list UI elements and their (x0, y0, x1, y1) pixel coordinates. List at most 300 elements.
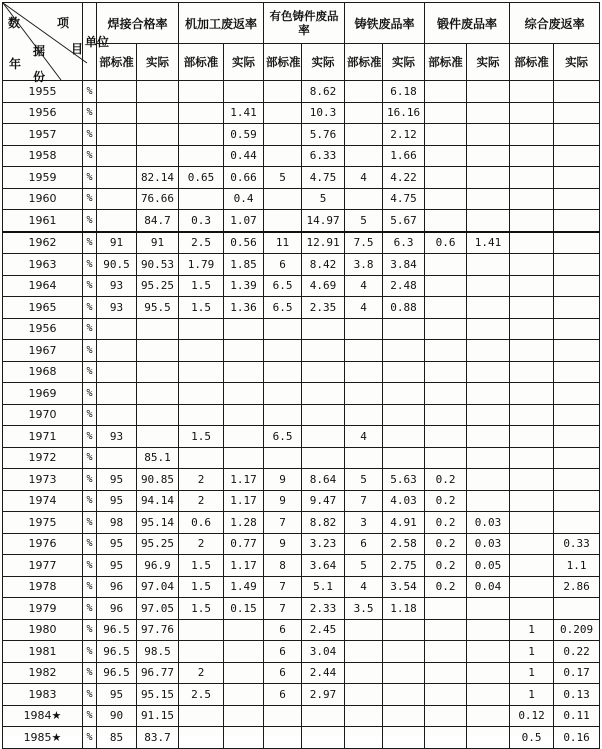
value-cell (425, 641, 467, 663)
unit-cell: % (83, 533, 97, 555)
value-cell: 0.13 (554, 684, 600, 706)
value-cell: 1.07 (224, 210, 264, 232)
sub-header-actual: 实际 (302, 44, 345, 81)
value-cell: 96.77 (137, 662, 179, 684)
value-cell (554, 254, 600, 276)
value-cell: 0.56 (224, 232, 264, 254)
year-cell: 1984★ (3, 705, 83, 727)
value-cell (302, 447, 345, 469)
value-cell: 1.49 (224, 576, 264, 598)
value-cell (425, 81, 467, 103)
value-cell: 0.17 (554, 662, 600, 684)
year-cell: 1981 (3, 641, 83, 663)
value-cell: 96.5 (97, 641, 137, 663)
unit-cell: % (83, 232, 97, 254)
value-cell (345, 684, 383, 706)
value-cell (467, 490, 510, 512)
value-cell (510, 102, 554, 124)
unit-cell: % (83, 555, 97, 577)
value-cell: 93 (97, 297, 137, 319)
value-cell: 0.2 (425, 469, 467, 491)
value-cell (554, 383, 600, 405)
value-cell (264, 102, 302, 124)
year-cell: 1968 (3, 361, 83, 383)
value-cell: 95 (97, 555, 137, 577)
sub-header-standard: 部标准 (510, 44, 554, 81)
value-cell (554, 145, 600, 167)
value-cell: 3.04 (302, 641, 345, 663)
table-row (3, 469, 600, 491)
value-cell: 4.22 (383, 167, 425, 189)
value-cell (510, 81, 554, 103)
table-row (3, 81, 600, 103)
value-cell (345, 318, 383, 340)
value-cell: 2 (179, 469, 224, 491)
value-cell: 4 (345, 576, 383, 598)
value-cell (137, 340, 179, 362)
value-cell: 6.5 (264, 275, 302, 297)
value-cell (510, 490, 554, 512)
value-cell (467, 167, 510, 189)
value-cell (383, 705, 425, 727)
value-cell: 83.7 (137, 727, 179, 749)
value-cell: 9 (264, 533, 302, 555)
value-cell: 0.6 (179, 512, 224, 534)
value-cell: 4.75 (383, 188, 425, 210)
value-cell: 2.5 (179, 684, 224, 706)
value-cell: 1.39 (224, 275, 264, 297)
value-cell (264, 340, 302, 362)
value-cell: 8.82 (302, 512, 345, 534)
group-header-overall: 综合废返率 (510, 3, 600, 44)
value-cell (97, 145, 137, 167)
value-cell (467, 318, 510, 340)
value-cell: 0.88 (383, 297, 425, 319)
value-cell (425, 340, 467, 362)
unit-cell: % (83, 727, 97, 749)
value-cell (467, 383, 510, 405)
unit-cell: % (83, 404, 97, 426)
value-cell (510, 426, 554, 448)
value-cell: 6.3 (383, 232, 425, 254)
value-cell (425, 124, 467, 146)
value-cell (425, 619, 467, 641)
value-cell: 7 (264, 598, 302, 620)
year-cell: 1979 (3, 598, 83, 620)
value-cell (224, 361, 264, 383)
value-cell (264, 145, 302, 167)
year-cell: 1969 (3, 383, 83, 405)
year-cell: 1976 (3, 533, 83, 555)
corner-label-2: 据 (33, 44, 46, 58)
value-cell (467, 81, 510, 103)
value-cell (554, 426, 600, 448)
value-cell (425, 383, 467, 405)
value-cell (179, 641, 224, 663)
value-cell: 0.4 (224, 188, 264, 210)
value-cell (345, 641, 383, 663)
value-cell (554, 124, 600, 146)
value-cell (383, 361, 425, 383)
value-cell (179, 705, 224, 727)
value-cell (554, 404, 600, 426)
unit-cell: % (83, 641, 97, 663)
value-cell (383, 619, 425, 641)
value-cell: 6.5 (264, 297, 302, 319)
value-cell: 3.84 (383, 254, 425, 276)
table-row (3, 297, 600, 319)
value-cell (264, 404, 302, 426)
value-cell: 2.5 (179, 232, 224, 254)
corner-label-1: 数 (8, 16, 21, 30)
value-cell: 4 (345, 297, 383, 319)
table-row (3, 619, 600, 641)
value-cell: 90 (97, 705, 137, 727)
table-body (3, 81, 600, 749)
value-cell (467, 297, 510, 319)
value-cell (467, 684, 510, 706)
value-cell: 5 (345, 469, 383, 491)
value-cell (467, 426, 510, 448)
unit-cell: % (83, 210, 97, 232)
value-cell: 2.97 (302, 684, 345, 706)
value-cell: 93 (97, 275, 137, 297)
value-cell (510, 383, 554, 405)
table-row (3, 727, 600, 749)
value-cell (224, 318, 264, 340)
sub-header-actual: 实际 (554, 44, 600, 81)
value-cell (264, 318, 302, 340)
value-cell: 2.35 (302, 297, 345, 319)
value-cell (345, 705, 383, 727)
value-cell (383, 684, 425, 706)
corner-label-6: 目 (71, 42, 84, 56)
value-cell (137, 361, 179, 383)
value-cell (467, 447, 510, 469)
value-cell: 2 (179, 533, 224, 555)
value-cell (554, 512, 600, 534)
value-cell: 7 (264, 512, 302, 534)
value-cell (425, 275, 467, 297)
unit-cell: % (83, 340, 97, 362)
value-cell (97, 447, 137, 469)
value-cell (137, 145, 179, 167)
table-header (3, 3, 600, 84)
value-cell: 4.91 (383, 512, 425, 534)
value-cell: 0.65 (179, 167, 224, 189)
value-cell: 10.3 (302, 102, 345, 124)
value-cell: 2.86 (554, 576, 600, 598)
value-cell (383, 383, 425, 405)
value-cell (554, 297, 600, 319)
value-cell (554, 598, 600, 620)
value-cell (302, 383, 345, 405)
unit-cell: % (83, 662, 97, 684)
unit-cell: % (83, 490, 97, 512)
value-cell (554, 490, 600, 512)
value-cell (264, 383, 302, 405)
value-cell: 98.5 (137, 641, 179, 663)
value-cell: 76.66 (137, 188, 179, 210)
value-cell (345, 447, 383, 469)
value-cell (425, 684, 467, 706)
value-cell: 3.8 (345, 254, 383, 276)
sub-header-standard: 部标准 (425, 44, 467, 81)
sub-header-standard: 部标准 (345, 44, 383, 81)
value-cell: 95 (97, 469, 137, 491)
value-cell (383, 641, 425, 663)
table-row (3, 533, 600, 555)
value-cell: 96 (97, 576, 137, 598)
value-cell: 91 (97, 232, 137, 254)
value-cell (425, 297, 467, 319)
value-cell: 95.25 (137, 275, 179, 297)
value-cell: 1 (510, 662, 554, 684)
value-cell (97, 210, 137, 232)
value-cell (425, 167, 467, 189)
value-cell (264, 210, 302, 232)
value-cell (345, 81, 383, 103)
year-cell: 1972 (3, 447, 83, 469)
value-cell: 5.76 (302, 124, 345, 146)
value-cell (179, 124, 224, 146)
value-cell (425, 598, 467, 620)
year-cell: 1955 (3, 81, 83, 103)
value-cell (467, 275, 510, 297)
table-row (3, 318, 600, 340)
value-cell (97, 340, 137, 362)
value-cell: 16.16 (383, 102, 425, 124)
value-cell (425, 662, 467, 684)
value-cell: 0.66 (224, 167, 264, 189)
value-cell: 5.1 (302, 576, 345, 598)
value-cell (510, 275, 554, 297)
value-cell: 4 (345, 167, 383, 189)
value-cell (264, 188, 302, 210)
value-cell: 0.16 (554, 727, 600, 749)
unit-cell: % (83, 297, 97, 319)
value-cell (467, 641, 510, 663)
table-row (3, 512, 600, 534)
value-cell: 0.44 (224, 145, 264, 167)
corner-label-5: 项 (57, 16, 70, 30)
unit-cell: % (83, 145, 97, 167)
table-row (3, 641, 600, 663)
value-cell (510, 555, 554, 577)
table-row (3, 383, 600, 405)
table-row (3, 684, 600, 706)
value-cell: 5 (264, 167, 302, 189)
year-cell: 1983 (3, 684, 83, 706)
value-cell (179, 727, 224, 749)
value-cell: 3.64 (302, 555, 345, 577)
group-header-cast-iron: 铸铁废品率 (345, 3, 425, 44)
value-cell (510, 232, 554, 254)
value-cell (467, 619, 510, 641)
value-cell (425, 705, 467, 727)
value-cell: 1.17 (224, 469, 264, 491)
value-cell: 1.17 (224, 555, 264, 577)
unit-cell: % (83, 576, 97, 598)
value-cell: 11 (264, 232, 302, 254)
value-cell: 0.05 (467, 555, 510, 577)
year-cell: 1962 (3, 232, 83, 254)
value-cell (510, 512, 554, 534)
value-cell: 90.5 (97, 254, 137, 276)
year-cell: 1957 (3, 124, 83, 146)
unit-cell: % (83, 469, 97, 491)
table-row (3, 598, 600, 620)
value-cell (137, 318, 179, 340)
table-row (3, 361, 600, 383)
value-cell: 8.42 (302, 254, 345, 276)
value-cell: 0.03 (467, 533, 510, 555)
value-cell (179, 340, 224, 362)
corner-label-3: 年 (9, 57, 22, 71)
value-cell (179, 81, 224, 103)
value-cell: 9.47 (302, 490, 345, 512)
unit-cell: % (83, 124, 97, 146)
sub-header-actual: 实际 (467, 44, 510, 81)
value-cell: 95 (97, 490, 137, 512)
value-cell: 4.69 (302, 275, 345, 297)
value-cell: 6.5 (264, 426, 302, 448)
value-cell (179, 404, 224, 426)
group-header-welding: 焊接合格率 (97, 3, 179, 44)
value-cell: 6 (264, 662, 302, 684)
table-row (3, 232, 600, 254)
value-cell (510, 340, 554, 362)
value-cell (467, 662, 510, 684)
value-cell (264, 727, 302, 749)
value-cell (224, 340, 264, 362)
table-row (3, 404, 600, 426)
value-cell: 1.41 (224, 102, 264, 124)
value-cell: 14.97 (302, 210, 345, 232)
value-cell (467, 598, 510, 620)
value-cell (467, 469, 510, 491)
value-cell: 90.53 (137, 254, 179, 276)
value-cell (179, 102, 224, 124)
value-cell (383, 404, 425, 426)
value-cell (510, 533, 554, 555)
value-cell (97, 124, 137, 146)
value-cell (137, 102, 179, 124)
year-cell: 1965 (3, 297, 83, 319)
value-cell (383, 340, 425, 362)
value-cell: 3.5 (345, 598, 383, 620)
year-cell: 1967 (3, 340, 83, 362)
value-cell: 95.15 (137, 684, 179, 706)
value-cell (302, 318, 345, 340)
year-cell: 1956 (3, 318, 83, 340)
value-cell: 5.63 (383, 469, 425, 491)
value-cell (224, 426, 264, 448)
value-cell: 7.5 (345, 232, 383, 254)
value-cell: 0.12 (510, 705, 554, 727)
value-cell (425, 447, 467, 469)
year-cell: 1964 (3, 275, 83, 297)
year-cell: 1975 (3, 512, 83, 534)
unit-cell: % (83, 81, 97, 103)
value-cell: 1.36 (224, 297, 264, 319)
corner-label-4: 份 (33, 70, 46, 84)
value-cell: 0.2 (425, 576, 467, 598)
year-cell: 1963 (3, 254, 83, 276)
value-cell: 7 (345, 490, 383, 512)
table-row (3, 555, 600, 577)
value-cell (264, 81, 302, 103)
table-row (3, 145, 600, 167)
unit-cell: % (83, 318, 97, 340)
value-cell: 96.5 (97, 619, 137, 641)
year-cell: 1970 (3, 404, 83, 426)
value-cell: 1.18 (383, 598, 425, 620)
value-cell (224, 447, 264, 469)
value-cell: 91.15 (137, 705, 179, 727)
value-cell (224, 662, 264, 684)
sub-header-actual: 实际 (383, 44, 425, 81)
value-cell: 2.33 (302, 598, 345, 620)
sub-header-actual: 实际 (224, 44, 264, 81)
value-cell: 2.48 (383, 275, 425, 297)
unit-cell: % (83, 167, 97, 189)
corner-header-cell (3, 3, 84, 84)
table-row (3, 490, 600, 512)
value-cell: 96.9 (137, 555, 179, 577)
value-cell (179, 447, 224, 469)
unit-cell: % (83, 598, 97, 620)
value-cell (554, 167, 600, 189)
value-cell (554, 81, 600, 103)
sub-header-standard: 部标准 (179, 44, 224, 81)
value-cell: 0.2 (425, 490, 467, 512)
value-cell (510, 447, 554, 469)
value-cell (510, 145, 554, 167)
value-cell (383, 727, 425, 749)
value-cell (510, 318, 554, 340)
value-cell: 8 (264, 555, 302, 577)
value-cell: 0.59 (224, 124, 264, 146)
table-row (3, 576, 600, 598)
value-cell (510, 469, 554, 491)
value-cell (425, 102, 467, 124)
value-cell: 0.33 (554, 533, 600, 555)
value-cell (345, 619, 383, 641)
value-cell: 1.5 (179, 598, 224, 620)
value-cell (467, 188, 510, 210)
value-cell (554, 469, 600, 491)
value-cell (554, 361, 600, 383)
year-cell: 1985★ (3, 727, 83, 749)
value-cell: 5.67 (383, 210, 425, 232)
value-cell (467, 145, 510, 167)
value-cell (302, 705, 345, 727)
table-row (3, 124, 600, 146)
value-cell: 0.11 (554, 705, 600, 727)
year-cell: 1959 (3, 167, 83, 189)
unit-cell: % (83, 426, 97, 448)
value-cell: 2.75 (383, 555, 425, 577)
value-cell: 0.04 (467, 576, 510, 598)
value-cell (97, 167, 137, 189)
value-cell (467, 254, 510, 276)
value-cell: 0.5 (510, 727, 554, 749)
value-cell: 1.1 (554, 555, 600, 577)
value-cell (97, 81, 137, 103)
value-cell: 4.75 (302, 167, 345, 189)
unit-cell: % (83, 684, 97, 706)
